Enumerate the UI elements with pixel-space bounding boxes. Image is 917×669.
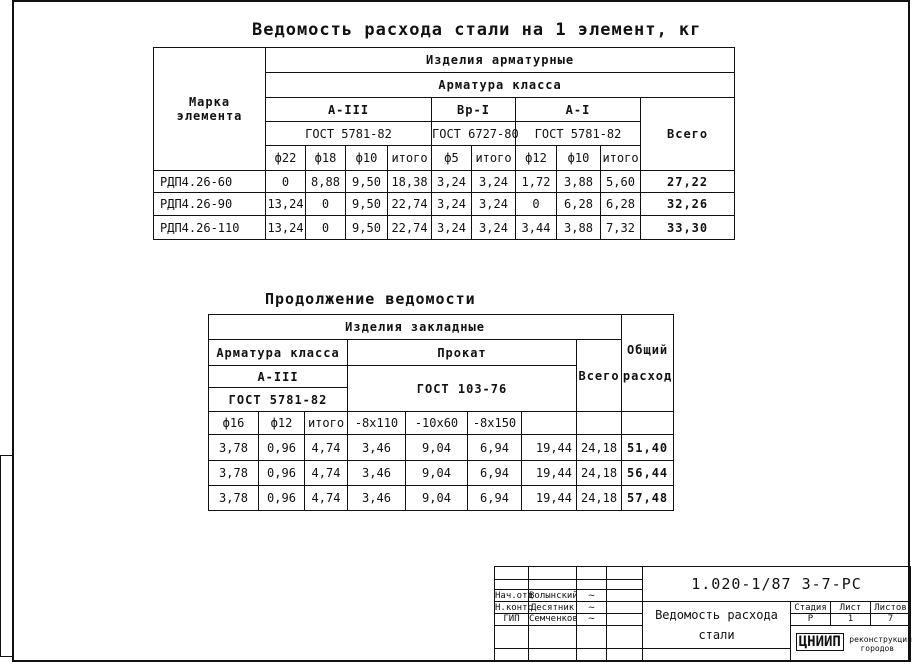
table-row xyxy=(154,216,735,240)
table-row xyxy=(209,486,674,511)
class-a3: А-III xyxy=(266,98,432,122)
col-header: ф10 xyxy=(557,146,601,171)
cell: 6,28 xyxy=(557,193,601,216)
total-consumption-line1: Общий xyxy=(627,343,669,357)
cell: 9,04 xyxy=(406,486,468,511)
cell: 3,46 xyxy=(348,486,406,511)
cell: 0,96 xyxy=(259,461,305,486)
col-header: итого xyxy=(472,146,516,171)
izdelia-zakladnye-header: Изделия закладные xyxy=(209,315,622,340)
cell: 18,38 xyxy=(388,171,432,193)
cell: 0 xyxy=(266,171,306,193)
table2-title: Продолжение ведомости xyxy=(265,290,476,308)
cell: 3,78 xyxy=(209,435,259,461)
cell: 24,18 xyxy=(577,486,622,511)
col-header: -8x150 xyxy=(468,412,522,435)
cell: 3,24 xyxy=(472,216,516,240)
col-header: ф22 xyxy=(266,146,306,171)
col-header xyxy=(522,412,577,435)
gost-vr1: ГОСТ 6727-80 xyxy=(432,122,516,146)
class-a1: А-I xyxy=(516,98,641,122)
cell: 13,24 xyxy=(266,193,306,216)
table-row xyxy=(209,461,674,486)
table1-title: Ведомость расхода стали на 1 элемент, кг xyxy=(252,20,702,40)
cell: 6,94 xyxy=(468,435,522,461)
armatura-header2: Арматура класса xyxy=(209,340,348,366)
sheets-label: Листов xyxy=(871,602,911,614)
doc-title-line2: стали xyxy=(698,628,735,643)
steel-table xyxy=(153,47,735,240)
col-header: ф10 xyxy=(346,146,388,171)
signer-name: Семченков xyxy=(529,614,578,625)
col-header: ф16 xyxy=(209,412,259,435)
cell: 0 xyxy=(516,193,557,216)
cell: 6,94 xyxy=(468,461,522,486)
cell: 32,26 xyxy=(641,193,735,216)
gost-a3: ГОСТ 5781-82 xyxy=(266,122,432,146)
gost-a1: ГОСТ 5781-82 xyxy=(516,122,641,146)
cell: 6,28 xyxy=(601,193,641,216)
col-header xyxy=(622,412,674,435)
cell: 3,78 xyxy=(209,461,259,486)
stage-value: Р xyxy=(791,613,831,625)
cell: 6,94 xyxy=(468,486,522,511)
cell: 22,74 xyxy=(388,193,432,216)
cell: 3,24 xyxy=(472,193,516,216)
table-row xyxy=(154,171,735,193)
cell: 0,96 xyxy=(259,435,305,461)
col-header: -10x60 xyxy=(406,412,468,435)
col-header: итого xyxy=(305,412,348,435)
cell: 4,74 xyxy=(305,486,348,511)
cell: 13,24 xyxy=(266,216,306,240)
cell: 22,74 xyxy=(388,216,432,240)
cell: 3,24 xyxy=(472,171,516,193)
class-vr1: Вр-I xyxy=(432,98,516,122)
org-name: реконструкции городов xyxy=(849,634,912,653)
sheets-value: 7 xyxy=(871,613,911,625)
class-a3-2: А-III xyxy=(209,366,348,388)
cell: 3,44 xyxy=(516,216,557,240)
cell: 3,78 xyxy=(209,486,259,511)
role-label: ГИП xyxy=(495,613,529,625)
cell: 51,40 xyxy=(622,435,674,461)
cell: 8,88 xyxy=(306,171,346,193)
cell: 27,22 xyxy=(641,171,735,193)
cell: 33,30 xyxy=(641,216,735,240)
drawing-code: 1.020-1/87 3-7-РС xyxy=(643,567,911,602)
prokat-header: Прокат xyxy=(348,340,577,366)
cell: 19,44 xyxy=(522,486,577,511)
cell: 0 xyxy=(306,193,346,216)
col-header: итого xyxy=(601,146,641,171)
table-row xyxy=(209,435,674,461)
total-consumption-line2: расход xyxy=(622,369,673,383)
izdelia-header: Изделия арматурные xyxy=(266,48,735,73)
cell: 9,04 xyxy=(406,435,468,461)
col-header: ф18 xyxy=(306,146,346,171)
sheet-value: 1 xyxy=(831,613,871,625)
cell: 9,50 xyxy=(346,193,388,216)
cell: 1,72 xyxy=(516,171,557,193)
col-header: ф12 xyxy=(259,412,305,435)
total-header: Всего xyxy=(641,98,735,171)
cell: 9,50 xyxy=(346,216,388,240)
cell: 56,44 xyxy=(622,461,674,486)
cell: 9,50 xyxy=(346,171,388,193)
subtotal-header: Всего xyxy=(577,340,622,412)
organization xyxy=(791,625,911,661)
cell: 24,18 xyxy=(577,461,622,486)
cell: 3,88 xyxy=(557,171,601,193)
cell: РДП4.26-60 xyxy=(154,171,266,193)
cell: 9,04 xyxy=(406,461,468,486)
gost-a3-2: ГОСТ 5781-82 xyxy=(209,388,348,412)
cell: 19,44 xyxy=(522,435,577,461)
marka-header: Марка элемента xyxy=(154,48,266,171)
signer-name: Волынский xyxy=(529,590,578,601)
cell: 3,88 xyxy=(557,216,601,240)
cell: 0 xyxy=(306,216,346,240)
col-header xyxy=(577,412,622,435)
cell: РДП4.26-110 xyxy=(154,216,266,240)
org-logo: ЦНИИП xyxy=(796,633,844,651)
signature-mark: ~ xyxy=(577,613,607,625)
col-header: итого xyxy=(388,146,432,171)
cell: 3,24 xyxy=(432,216,472,240)
signature-mark: ~ xyxy=(577,602,607,614)
cell: 3,46 xyxy=(348,461,406,486)
doc-title xyxy=(643,602,791,649)
signer-name: Десятник xyxy=(529,602,577,614)
cell: 4,74 xyxy=(305,461,348,486)
embedded-table xyxy=(208,314,674,511)
cell: 3,24 xyxy=(432,193,472,216)
cell: РДП4.26-90 xyxy=(154,193,266,216)
cell: 24,18 xyxy=(577,435,622,461)
total-consumption-header xyxy=(622,315,674,412)
role-label: Нач.отд xyxy=(495,590,533,601)
cell: 5,60 xyxy=(601,171,641,193)
armatura-header: Арматура класса xyxy=(266,73,735,98)
doc-title-line1: Ведомость расхода xyxy=(655,608,778,623)
gost-prokat: ГОСТ 103-76 xyxy=(348,366,577,412)
cell: 57,48 xyxy=(622,486,674,511)
cell: 0,96 xyxy=(259,486,305,511)
col-header: ф5 xyxy=(432,146,472,171)
cell: 3,24 xyxy=(432,171,472,193)
cell: 19,44 xyxy=(522,461,577,486)
table-row xyxy=(154,193,735,216)
cell: 3,46 xyxy=(348,435,406,461)
cell: 4,74 xyxy=(305,435,348,461)
col-header: ф12 xyxy=(516,146,557,171)
title-block xyxy=(494,566,911,662)
signature-mark: ~ xyxy=(577,590,607,602)
cell: 7,32 xyxy=(601,216,641,240)
col-header: -8x110 xyxy=(348,412,406,435)
stage-label: Стадия xyxy=(791,602,831,614)
role-label: Н.контр xyxy=(495,602,533,613)
sheet-label: Лист xyxy=(831,602,871,614)
binding-stub xyxy=(0,455,14,657)
